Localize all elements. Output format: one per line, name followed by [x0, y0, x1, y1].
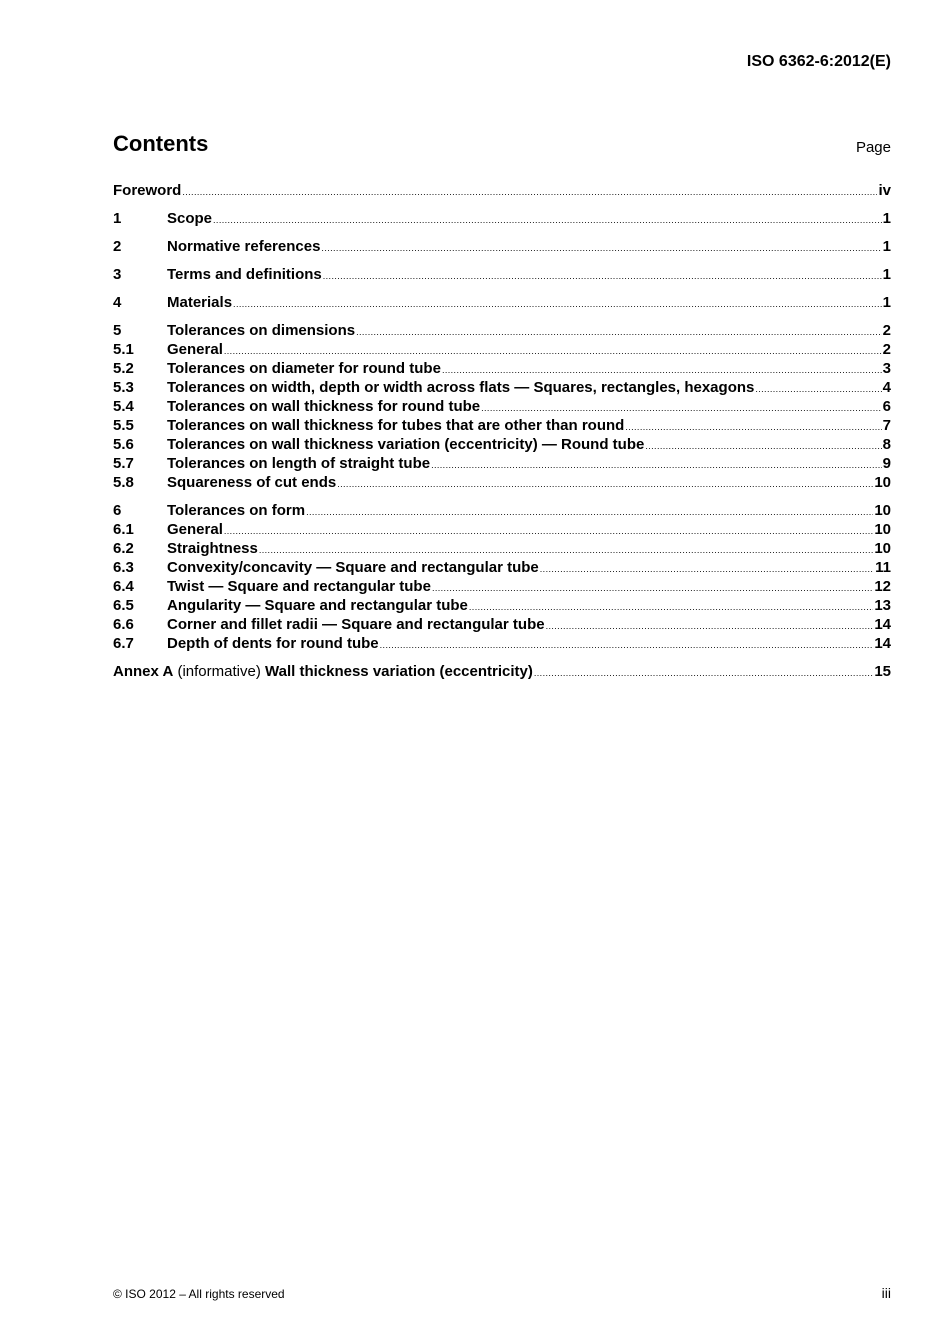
contents-header: [113, 131, 891, 161]
dot-leader: [259, 545, 873, 555]
toc-entry[interactable]: [113, 455, 891, 474]
dot-leader: [534, 668, 873, 678]
dot-leader: [337, 479, 873, 489]
document-reference: ISO 6362-6:2012(E): [746, 53, 891, 70]
toc-entry[interactable]: [113, 521, 891, 540]
toc-entry[interactable]: [113, 210, 891, 229]
toc-entry-page: 14: [874, 616, 891, 633]
toc-entry[interactable]: [113, 417, 891, 436]
copyright-notice: © ISO 2012 – All rights reserved: [113, 1287, 285, 1301]
toc-entry-title: Tolerances on dimensions: [167, 322, 356, 339]
dot-leader: [442, 365, 882, 375]
toc-entry-number: 5.5: [113, 417, 134, 434]
dot-leader: [182, 187, 877, 197]
toc-entry-page: 2: [882, 341, 891, 358]
toc-entry[interactable]: [113, 540, 891, 559]
annex-type: (informative): [177, 663, 261, 680]
toc-entry-foreword[interactable]: [113, 182, 891, 201]
toc-entry-number: 2: [113, 238, 122, 255]
toc-entry[interactable]: [113, 360, 891, 379]
toc-entry[interactable]: [113, 616, 891, 635]
toc-entry[interactable]: [113, 436, 891, 455]
toc-entry-title: Tolerances on length of straight tube: [167, 455, 431, 472]
toc-entry-number: 6.4: [113, 578, 134, 595]
toc-entry-title: Twist — Square and rectangular tube: [167, 578, 431, 595]
toc-entry-title: Depth of dents for round tube: [167, 635, 379, 652]
toc-entry-title: Corner and fillet radii — Square and rectangular tube: [167, 616, 545, 633]
toc-entry-title: Normative references: [167, 238, 321, 255]
table-of-contents: [113, 182, 891, 682]
dot-leader: [432, 583, 873, 593]
dot-leader: [645, 441, 881, 451]
toc-entry-number: 3: [113, 266, 122, 283]
dot-leader: [546, 621, 874, 631]
toc-entry-page: 15: [874, 663, 891, 680]
dot-leader: [625, 422, 881, 432]
dot-leader: [431, 460, 882, 470]
toc-entry-title: Tolerances on wall thickness variation (eccentricity) — Round tube: [167, 436, 645, 453]
toc-entry-title: Scope: [167, 210, 213, 227]
toc-entry-number: 6.6: [113, 616, 134, 633]
toc-entry-title: Foreword: [113, 182, 182, 199]
toc-entry-page: 14: [874, 635, 891, 652]
annex-title: Wall thickness variation (eccentricity): [265, 663, 533, 680]
dot-leader: [481, 403, 882, 413]
toc-entry-number: 1: [113, 210, 122, 227]
toc-entry[interactable]: [113, 635, 891, 654]
toc-entry-title: Convexity/concavity — Square and rectangular tube: [167, 559, 539, 576]
toc-entry-page: 12: [874, 578, 891, 595]
toc-entry-page: 4: [882, 379, 891, 396]
dot-leader: [540, 564, 874, 574]
toc-entry[interactable]: [113, 398, 891, 417]
toc-entry-page: 10: [874, 540, 891, 557]
toc-entry-page: 1: [882, 294, 891, 311]
toc-entry-page: 3: [882, 360, 891, 377]
toc-entry-page: 10: [874, 521, 891, 538]
toc-entry-page: 1: [882, 238, 891, 255]
toc-entry-number: 6.5: [113, 597, 134, 614]
dot-leader: [213, 215, 882, 225]
dot-leader: [469, 602, 873, 612]
toc-entry[interactable]: [113, 238, 891, 257]
toc-entry-page: 13: [874, 597, 891, 614]
toc-entry-page: 7: [882, 417, 891, 434]
toc-entry-title: Terms and definitions: [167, 266, 322, 283]
toc-entry-number: 5.6: [113, 436, 134, 453]
toc-entry-number: 6.7: [113, 635, 134, 652]
toc-entry[interactable]: [113, 559, 891, 578]
toc-entry-page: 10: [874, 502, 891, 519]
annex-label: Annex A: [113, 663, 174, 680]
dot-leader: [755, 384, 881, 394]
toc-entry[interactable]: [113, 341, 891, 360]
toc-entry-number: 5.2: [113, 360, 134, 377]
toc-entry[interactable]: [113, 578, 891, 597]
toc-entry-number: 5.3: [113, 379, 134, 396]
toc-entry[interactable]: [113, 597, 891, 616]
toc-entry-title: Squareness of cut ends: [167, 474, 337, 491]
toc-entry-page: 2: [882, 322, 891, 339]
toc-entry-title: Tolerances on diameter for round tube: [167, 360, 441, 377]
toc-entry-page: 10: [874, 474, 891, 491]
toc-entry[interactable]: [113, 266, 891, 285]
toc-entry[interactable]: [113, 322, 891, 341]
toc-entry-page: 9: [882, 455, 891, 472]
dot-leader: [380, 640, 874, 650]
dot-leader: [233, 299, 882, 309]
toc-entry-number: 5.8: [113, 474, 134, 491]
toc-entry-page: 1: [882, 266, 891, 283]
toc-entry-number: 5.1: [113, 341, 134, 358]
dot-leader: [224, 346, 882, 356]
toc-entry-title: Tolerances on wall thickness for round tube: [167, 398, 481, 415]
toc-entry-page: 6: [882, 398, 891, 415]
toc-entry-title: General: [167, 341, 223, 358]
dot-leader: [323, 271, 882, 281]
toc-entry-number: 5.4: [113, 398, 134, 415]
toc-entry-number: 6.1: [113, 521, 134, 538]
dot-leader: [321, 243, 881, 253]
toc-entry-title: Materials: [167, 294, 233, 311]
page-number: iii: [881, 1285, 891, 1301]
toc-entry-title: Angularity — Square and rectangular tube: [167, 597, 468, 614]
toc-entry-number: 5.7: [113, 455, 134, 472]
toc-entry-title: Tolerances on width, depth or width across flats — Squares, rectangles, hexagons: [167, 379, 755, 396]
toc-entry[interactable]: [113, 502, 891, 521]
toc-entry-title: Straightness: [167, 540, 258, 557]
contents-title: Contents: [113, 131, 209, 156]
page-column-label: Page: [855, 139, 891, 156]
toc-entry-number: 6.3: [113, 559, 134, 576]
toc-entry-page: 11: [875, 559, 891, 576]
dot-leader: [356, 327, 882, 337]
toc-entry[interactable]: [113, 474, 891, 493]
dot-leader: [224, 526, 873, 536]
dot-leader: [306, 507, 873, 517]
toc-entry[interactable]: [113, 379, 891, 398]
toc-entry-number: 5: [113, 322, 122, 339]
toc-entry-page: 8: [882, 436, 891, 453]
toc-entry-number: 6: [113, 502, 122, 519]
toc-entry-number: 4: [113, 294, 122, 311]
toc-entry-title: Tolerances on form: [167, 502, 306, 519]
toc-entry-annex-a[interactable]: [113, 663, 891, 682]
toc-entry-page: 1: [882, 210, 891, 227]
toc-entry-title: General: [167, 521, 223, 538]
toc-entry-title: Tolerances on wall thickness for tubes that are other than round: [167, 417, 625, 434]
toc-entry-page: iv: [878, 182, 891, 199]
toc-entry-number: 6.2: [113, 540, 134, 557]
toc-entry[interactable]: [113, 294, 891, 313]
